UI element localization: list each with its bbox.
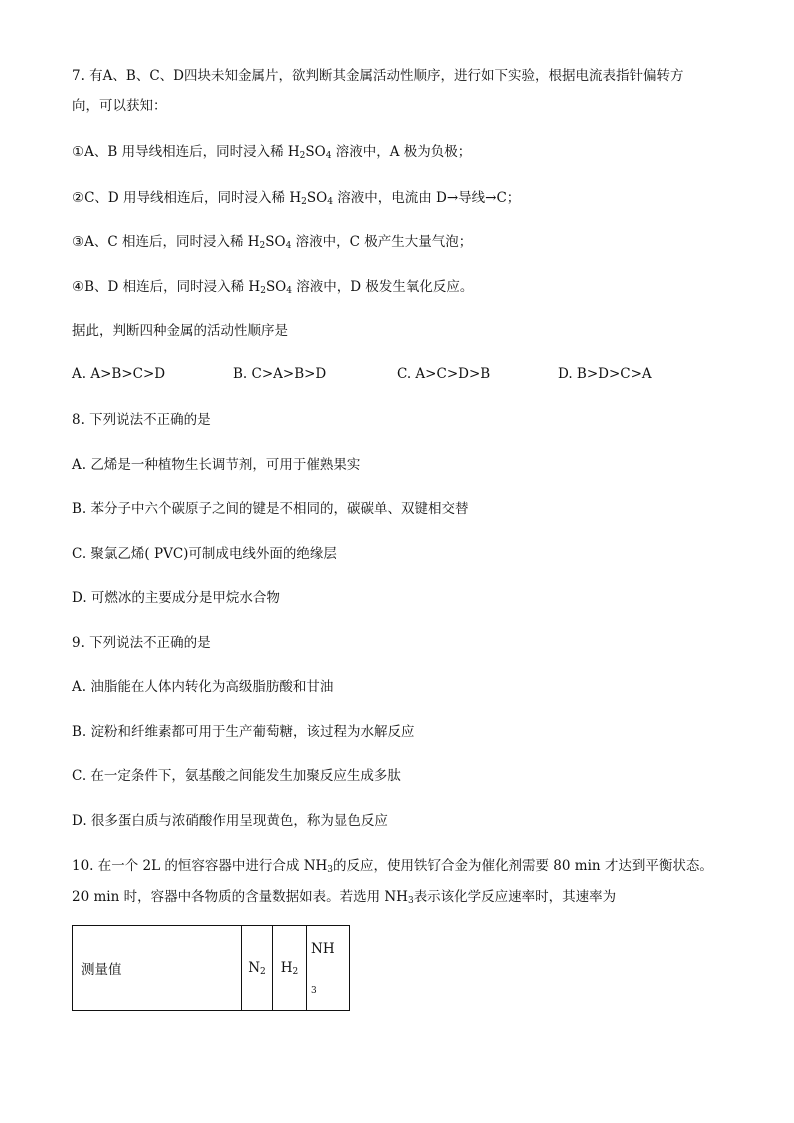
table-row [73, 926, 350, 1011]
q7-condition-3: ③A、C 相连后，同时浸入稀 $H_2SO_4$ 溶液中，C 极产生大量气泡； [72, 234, 473, 251]
q7-condition-2: ②C、D 用导线相连后，同时浸入稀 $H_2SO_4$ 溶液中，电流由 D→导线→C； [72, 190, 521, 207]
measurement-table [72, 925, 350, 1011]
q8-option-d: D. 可燃冰的主要成分是甲烷水合物 [72, 590, 280, 606]
q10-stem-line-1: 10. 在一个 2L 的恒容容器中进行合成 $NH_3$的反应，使用铁钌合金为催化剂需要 80 min 才达到平衡状态。 [72, 858, 713, 875]
q10-stem-line-2: 20 min 时，容器中各物质的含量数据如表。若选用 $NH_3$表示该化学反应速率时，其速率为 [72, 889, 617, 906]
q9-option-c: C. 在一定条件下，氨基酸之间能发生加聚反应生成多肽 [72, 768, 401, 784]
q9-stem: 9. 下列说法不正确的是 [72, 635, 211, 651]
q7-stem-line-2: 向，可以获知： [72, 98, 167, 114]
q9-option-d: D. 很多蛋白质与浓硝酸作用呈现黄色，称为显色反应 [72, 813, 388, 829]
q7-question: 据此，判断四种金属的活动性顺序是 [72, 323, 288, 339]
q9-option-b: B. 淀粉和纤维素都可用于生产葡萄糖，该过程为水解反应 [72, 724, 415, 740]
q7-options [72, 366, 772, 386]
q8-option-c: C. 聚氯乙烯( PVC)可制成电线外面的绝缘层 [72, 546, 337, 562]
q9-option-a: A. 油脂能在人体内转化为高级脂肪酸和甘油 [72, 679, 334, 695]
q7-option-b: B. C>A>B>D [233, 366, 327, 382]
q8-option-a: A. 乙烯是一种植物生长调节剂，可用于催熟果实 [72, 457, 361, 473]
q7-option-a: A. A>B>C>D [72, 366, 166, 382]
q8-stem: 8. 下列说法不正确的是 [72, 412, 211, 428]
q7-option-d: D. B>D>C>A [558, 366, 652, 382]
q7-condition-4: ④B、D 相连后，同时浸入稀 $H_2SO_4$ 溶液中，D 极发生氧化反应。 [72, 279, 474, 296]
table-header-nh3: NH $_3$ [307, 926, 350, 1011]
table-header-n2: $N_2$ [242, 926, 273, 1011]
table-header-measured-value: 测量值 [73, 926, 242, 1011]
q8-option-b: B. 苯分子中六个碳原子之间的键是不相同的，碳碳单、双键相交替 [72, 501, 469, 517]
table-header-h2: $H_2$ [273, 926, 307, 1011]
q7-option-c: C. A>C>D>B [397, 366, 491, 382]
q7-stem-line-1: 7. 有A、B、C、D四块未知金属片，欲判断其金属活动性顺序，进行如下实验，根据电流表指针偏转方 [72, 68, 684, 84]
q7-condition-1: ①A、B 用导线相连后，同时浸入稀 $H_2SO_4$ 溶液中，A 极为负极； [72, 144, 472, 161]
